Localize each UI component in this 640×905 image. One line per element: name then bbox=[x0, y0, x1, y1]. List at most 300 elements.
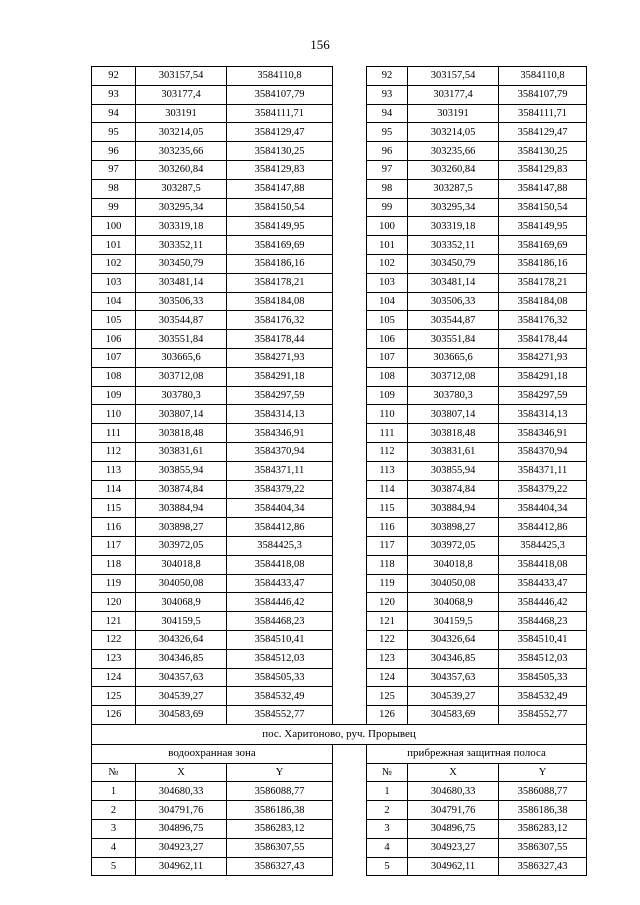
row-number: 112 bbox=[92, 442, 136, 461]
table-row bbox=[92, 782, 587, 801]
x-coordinate: 303260,84 bbox=[136, 160, 227, 179]
row-number: 103 bbox=[367, 273, 408, 292]
y-coordinate: 3584418,08 bbox=[227, 555, 333, 574]
table-row bbox=[92, 536, 587, 555]
x-coordinate: 303551,84 bbox=[408, 330, 499, 349]
x-coordinate: 303874,84 bbox=[408, 480, 499, 499]
x-coordinate: 303780,3 bbox=[136, 386, 227, 405]
y-coordinate: 3584184,08 bbox=[227, 292, 333, 311]
x-coordinate: 303712,08 bbox=[136, 367, 227, 386]
column-gap bbox=[333, 217, 367, 236]
x-coordinate: 304326,64 bbox=[408, 630, 499, 649]
x-coordinate: 303551,84 bbox=[136, 330, 227, 349]
x-coordinate: 303712,08 bbox=[408, 367, 499, 386]
x-coordinate: 304680,33 bbox=[136, 782, 227, 801]
x-coordinate: 303665,6 bbox=[136, 348, 227, 367]
table-row bbox=[92, 857, 587, 876]
table-row bbox=[92, 142, 587, 161]
x-coordinate: 304050,08 bbox=[136, 574, 227, 593]
table-row bbox=[92, 649, 587, 668]
x-coordinate: 303260,84 bbox=[408, 160, 499, 179]
y-coordinate: 3584468,23 bbox=[499, 612, 587, 631]
row-number: 109 bbox=[367, 386, 408, 405]
table-row bbox=[92, 480, 587, 499]
x-coordinate: 304962,11 bbox=[408, 857, 499, 876]
row-number: 120 bbox=[92, 593, 136, 612]
x-coordinate: 303884,94 bbox=[136, 499, 227, 518]
table-row bbox=[92, 630, 587, 649]
row-number: 1 bbox=[92, 782, 136, 801]
y-coordinate: 3584178,44 bbox=[499, 330, 587, 349]
row-number: 105 bbox=[92, 311, 136, 330]
row-number: 122 bbox=[367, 630, 408, 649]
y-coordinate: 3584149,95 bbox=[499, 217, 587, 236]
y-coordinate: 3584314,13 bbox=[227, 405, 333, 424]
column-gap bbox=[333, 593, 367, 612]
row-number: 95 bbox=[92, 123, 136, 142]
x-coordinate: 304583,69 bbox=[136, 706, 227, 725]
x-coordinate: 303177,4 bbox=[136, 85, 227, 104]
row-number: 116 bbox=[92, 518, 136, 537]
y-coordinate: 3586327,43 bbox=[227, 857, 333, 876]
column-gap bbox=[333, 348, 367, 367]
row-number: 110 bbox=[367, 405, 408, 424]
row-number: 94 bbox=[92, 104, 136, 123]
coordinates-table bbox=[91, 66, 587, 876]
table-row bbox=[92, 330, 587, 349]
row-number: 106 bbox=[367, 330, 408, 349]
x-coordinate: 304923,27 bbox=[136, 838, 227, 857]
y-coordinate: 3584297,59 bbox=[499, 386, 587, 405]
x-coordinate: 303481,14 bbox=[136, 273, 227, 292]
y-coordinate: 3584532,49 bbox=[499, 687, 587, 706]
y-coordinate: 3584111,71 bbox=[499, 104, 587, 123]
y-coordinate: 3584433,47 bbox=[227, 574, 333, 593]
x-coordinate: 303855,94 bbox=[408, 461, 499, 480]
x-coordinate: 303235,66 bbox=[136, 142, 227, 161]
y-coordinate: 3584147,88 bbox=[499, 179, 587, 198]
y-coordinate: 3584412,86 bbox=[499, 518, 587, 537]
x-coordinate: 304326,64 bbox=[136, 630, 227, 649]
y-coordinate: 3584150,54 bbox=[227, 198, 333, 217]
header-number: № bbox=[367, 763, 408, 782]
column-gap bbox=[333, 782, 367, 801]
column-gap bbox=[333, 386, 367, 405]
column-gap bbox=[333, 330, 367, 349]
y-coordinate: 3584371,11 bbox=[499, 461, 587, 480]
table-row bbox=[92, 706, 587, 725]
column-gap bbox=[333, 254, 367, 273]
row-number: 100 bbox=[92, 217, 136, 236]
row-number: 100 bbox=[367, 217, 408, 236]
x-coordinate: 303780,3 bbox=[408, 386, 499, 405]
y-coordinate: 3586327,43 bbox=[499, 857, 587, 876]
x-coordinate: 304539,27 bbox=[136, 687, 227, 706]
y-coordinate: 3586186,38 bbox=[227, 801, 333, 820]
header-number: № bbox=[92, 763, 136, 782]
column-gap bbox=[333, 367, 367, 386]
x-coordinate: 304068,9 bbox=[136, 593, 227, 612]
row-number: 99 bbox=[92, 198, 136, 217]
y-coordinate: 3584291,18 bbox=[227, 367, 333, 386]
column-gap bbox=[333, 706, 367, 725]
row-number: 116 bbox=[367, 518, 408, 537]
table-row bbox=[92, 386, 587, 405]
column-header-row bbox=[92, 763, 587, 782]
row-number: 98 bbox=[367, 179, 408, 198]
row-number: 102 bbox=[367, 254, 408, 273]
row-number: 115 bbox=[92, 499, 136, 518]
column-gap bbox=[333, 273, 367, 292]
column-gap bbox=[333, 574, 367, 593]
row-number: 125 bbox=[92, 687, 136, 706]
x-coordinate: 303450,79 bbox=[136, 254, 227, 273]
column-gap bbox=[333, 85, 367, 104]
coastal-strip-header: прибрежная защитная полоса bbox=[367, 744, 587, 763]
table-row bbox=[92, 123, 587, 142]
column-gap bbox=[333, 405, 367, 424]
row-number: 106 bbox=[92, 330, 136, 349]
y-coordinate: 3584107,79 bbox=[227, 85, 333, 104]
y-coordinate: 3584111,71 bbox=[227, 104, 333, 123]
column-gap bbox=[333, 518, 367, 537]
x-coordinate: 303972,05 bbox=[408, 536, 499, 555]
column-gap bbox=[333, 744, 367, 763]
x-coordinate: 303972,05 bbox=[136, 536, 227, 555]
x-coordinate: 304539,27 bbox=[408, 687, 499, 706]
y-coordinate: 3584129,47 bbox=[499, 123, 587, 142]
y-coordinate: 3584129,83 bbox=[499, 160, 587, 179]
table-row bbox=[92, 160, 587, 179]
table-row bbox=[92, 687, 587, 706]
column-gap bbox=[333, 630, 367, 649]
y-coordinate: 3586307,55 bbox=[227, 838, 333, 857]
x-coordinate: 304896,75 bbox=[136, 820, 227, 839]
y-coordinate: 3584150,54 bbox=[499, 198, 587, 217]
table-row bbox=[92, 367, 587, 386]
y-coordinate: 3584297,59 bbox=[227, 386, 333, 405]
y-coordinate: 3584510,41 bbox=[499, 630, 587, 649]
zone-header-row bbox=[92, 744, 587, 763]
x-coordinate: 303831,61 bbox=[408, 442, 499, 461]
row-number: 123 bbox=[92, 649, 136, 668]
table-row bbox=[92, 442, 587, 461]
table-row bbox=[92, 236, 587, 255]
x-coordinate: 303855,94 bbox=[136, 461, 227, 480]
row-number: 107 bbox=[92, 348, 136, 367]
row-number: 118 bbox=[92, 555, 136, 574]
table-row bbox=[92, 405, 587, 424]
x-coordinate: 303191 bbox=[136, 104, 227, 123]
y-coordinate: 3584176,32 bbox=[227, 311, 333, 330]
table-row bbox=[92, 555, 587, 574]
column-gap bbox=[333, 480, 367, 499]
x-coordinate: 304018,8 bbox=[408, 555, 499, 574]
row-number: 118 bbox=[367, 555, 408, 574]
y-coordinate: 3584169,69 bbox=[227, 236, 333, 255]
row-number: 101 bbox=[92, 236, 136, 255]
column-gap bbox=[333, 67, 367, 86]
y-coordinate: 3584446,42 bbox=[499, 593, 587, 612]
table-row bbox=[92, 198, 587, 217]
column-gap bbox=[333, 499, 367, 518]
row-number: 112 bbox=[367, 442, 408, 461]
row-number: 114 bbox=[92, 480, 136, 499]
row-number: 107 bbox=[367, 348, 408, 367]
row-number: 111 bbox=[367, 424, 408, 443]
row-number: 97 bbox=[92, 160, 136, 179]
x-coordinate: 304680,33 bbox=[408, 782, 499, 801]
row-number: 111 bbox=[92, 424, 136, 443]
x-coordinate: 303177,4 bbox=[408, 85, 499, 104]
x-coordinate: 304357,63 bbox=[408, 668, 499, 687]
table-row bbox=[92, 820, 587, 839]
page-number: 156 bbox=[310, 37, 330, 52]
y-coordinate: 3584271,93 bbox=[499, 348, 587, 367]
y-coordinate: 3584412,86 bbox=[227, 518, 333, 537]
y-coordinate: 3584186,16 bbox=[227, 254, 333, 273]
table-row bbox=[92, 85, 587, 104]
y-coordinate: 3584404,34 bbox=[227, 499, 333, 518]
column-gap bbox=[333, 801, 367, 820]
x-coordinate: 303898,27 bbox=[408, 518, 499, 537]
header-y: Y bbox=[499, 763, 587, 782]
x-coordinate: 304159,5 bbox=[136, 612, 227, 631]
y-coordinate: 3584346,91 bbox=[227, 424, 333, 443]
x-coordinate: 303807,14 bbox=[136, 405, 227, 424]
y-coordinate: 3584552,77 bbox=[499, 706, 587, 725]
row-number: 93 bbox=[92, 85, 136, 104]
column-gap bbox=[333, 555, 367, 574]
y-coordinate: 3584186,16 bbox=[499, 254, 587, 273]
row-number: 104 bbox=[367, 292, 408, 311]
column-gap bbox=[333, 838, 367, 857]
column-gap bbox=[333, 649, 367, 668]
y-coordinate: 3584404,34 bbox=[499, 499, 587, 518]
table-row bbox=[92, 217, 587, 236]
row-number: 124 bbox=[92, 668, 136, 687]
x-coordinate: 304357,63 bbox=[136, 668, 227, 687]
row-number: 121 bbox=[92, 612, 136, 631]
row-number: 125 bbox=[367, 687, 408, 706]
row-number: 120 bbox=[367, 593, 408, 612]
y-coordinate: 3586088,77 bbox=[499, 782, 587, 801]
row-number: 102 bbox=[92, 254, 136, 273]
y-coordinate: 3584379,22 bbox=[227, 480, 333, 499]
y-coordinate: 3584107,79 bbox=[499, 85, 587, 104]
column-gap bbox=[333, 236, 367, 255]
table-row bbox=[92, 461, 587, 480]
x-coordinate: 303214,05 bbox=[136, 123, 227, 142]
x-coordinate: 304018,8 bbox=[136, 555, 227, 574]
row-number: 119 bbox=[367, 574, 408, 593]
x-coordinate: 303807,14 bbox=[408, 405, 499, 424]
row-number: 126 bbox=[92, 706, 136, 725]
header-y: Y bbox=[227, 763, 333, 782]
row-number: 117 bbox=[367, 536, 408, 555]
x-coordinate: 304791,76 bbox=[136, 801, 227, 820]
x-coordinate: 303157,54 bbox=[408, 67, 499, 86]
x-coordinate: 304791,76 bbox=[408, 801, 499, 820]
table-row bbox=[92, 292, 587, 311]
row-number: 3 bbox=[92, 820, 136, 839]
x-coordinate: 303544,87 bbox=[408, 311, 499, 330]
water-protection-zone-header: водоохранная зона bbox=[92, 744, 333, 763]
y-coordinate: 3584110,8 bbox=[227, 67, 333, 86]
column-gap bbox=[333, 104, 367, 123]
x-coordinate: 304346,85 bbox=[136, 649, 227, 668]
y-coordinate: 3584433,47 bbox=[499, 574, 587, 593]
x-coordinate: 303352,11 bbox=[136, 236, 227, 255]
y-coordinate: 3584552,77 bbox=[227, 706, 333, 725]
column-gap bbox=[333, 123, 367, 142]
y-coordinate: 3584532,49 bbox=[227, 687, 333, 706]
y-coordinate: 3584314,13 bbox=[499, 405, 587, 424]
x-coordinate: 303295,34 bbox=[408, 198, 499, 217]
y-coordinate: 3584510,41 bbox=[227, 630, 333, 649]
x-coordinate: 303287,5 bbox=[136, 179, 227, 198]
x-coordinate: 303481,14 bbox=[408, 273, 499, 292]
table-row bbox=[92, 499, 587, 518]
x-coordinate: 303884,94 bbox=[408, 499, 499, 518]
x-coordinate: 303506,33 bbox=[136, 292, 227, 311]
row-number: 97 bbox=[367, 160, 408, 179]
y-coordinate: 3584178,44 bbox=[227, 330, 333, 349]
x-coordinate: 303506,33 bbox=[408, 292, 499, 311]
table-row bbox=[92, 518, 587, 537]
row-number: 124 bbox=[367, 668, 408, 687]
table-row bbox=[92, 179, 587, 198]
y-coordinate: 3584446,42 bbox=[227, 593, 333, 612]
y-coordinate: 3584371,11 bbox=[227, 461, 333, 480]
row-number: 121 bbox=[367, 612, 408, 631]
table-row bbox=[92, 67, 587, 86]
column-gap bbox=[333, 311, 367, 330]
x-coordinate: 303287,5 bbox=[408, 179, 499, 198]
x-coordinate: 304896,75 bbox=[408, 820, 499, 839]
column-gap bbox=[333, 424, 367, 443]
column-gap bbox=[333, 820, 367, 839]
row-number: 4 bbox=[92, 838, 136, 857]
row-number: 99 bbox=[367, 198, 408, 217]
column-gap bbox=[333, 292, 367, 311]
column-gap bbox=[333, 142, 367, 161]
x-coordinate: 303295,34 bbox=[136, 198, 227, 217]
column-gap bbox=[333, 179, 367, 198]
header-x: X bbox=[408, 763, 499, 782]
x-coordinate: 304962,11 bbox=[136, 857, 227, 876]
x-coordinate: 303352,11 bbox=[408, 236, 499, 255]
x-coordinate: 303818,48 bbox=[408, 424, 499, 443]
y-coordinate: 3584129,47 bbox=[227, 123, 333, 142]
y-coordinate: 3584370,94 bbox=[499, 442, 587, 461]
row-number: 103 bbox=[92, 273, 136, 292]
column-gap bbox=[333, 857, 367, 876]
column-gap bbox=[333, 160, 367, 179]
y-coordinate: 3584184,08 bbox=[499, 292, 587, 311]
column-gap bbox=[333, 536, 367, 555]
x-coordinate: 304583,69 bbox=[408, 706, 499, 725]
table-row bbox=[92, 838, 587, 857]
y-coordinate: 3584147,88 bbox=[227, 179, 333, 198]
row-number: 3 bbox=[367, 820, 408, 839]
row-number: 119 bbox=[92, 574, 136, 593]
row-number: 123 bbox=[367, 649, 408, 668]
row-number: 104 bbox=[92, 292, 136, 311]
row-number: 114 bbox=[367, 480, 408, 499]
row-number: 2 bbox=[367, 801, 408, 820]
x-coordinate: 303898,27 bbox=[136, 518, 227, 537]
x-coordinate: 303319,18 bbox=[408, 217, 499, 236]
header-x: X bbox=[136, 763, 227, 782]
row-number: 126 bbox=[367, 706, 408, 725]
y-coordinate: 3584379,22 bbox=[499, 480, 587, 499]
table-row bbox=[92, 348, 587, 367]
table-row bbox=[92, 574, 587, 593]
row-number: 101 bbox=[367, 236, 408, 255]
y-coordinate: 3584291,18 bbox=[499, 367, 587, 386]
table-row bbox=[92, 801, 587, 820]
y-coordinate: 3584130,25 bbox=[227, 142, 333, 161]
y-coordinate: 3586307,55 bbox=[499, 838, 587, 857]
y-coordinate: 3584129,83 bbox=[227, 160, 333, 179]
row-number: 96 bbox=[92, 142, 136, 161]
row-number: 92 bbox=[367, 67, 408, 86]
y-coordinate: 3584370,94 bbox=[227, 442, 333, 461]
y-coordinate: 3584468,23 bbox=[227, 612, 333, 631]
y-coordinate: 3584512,03 bbox=[227, 649, 333, 668]
x-coordinate: 303665,6 bbox=[408, 348, 499, 367]
section-title: пос. Харитоново, руч. Прорывец bbox=[92, 724, 587, 744]
x-coordinate: 303544,87 bbox=[136, 311, 227, 330]
x-coordinate: 303191 bbox=[408, 104, 499, 123]
row-number: 4 bbox=[367, 838, 408, 857]
table-row bbox=[92, 273, 587, 292]
row-number: 94 bbox=[367, 104, 408, 123]
y-coordinate: 3586088,77 bbox=[227, 782, 333, 801]
section-body bbox=[92, 724, 587, 876]
row-number: 117 bbox=[92, 536, 136, 555]
row-number: 95 bbox=[367, 123, 408, 142]
column-gap bbox=[333, 668, 367, 687]
y-coordinate: 3586283,12 bbox=[499, 820, 587, 839]
row-number: 1 bbox=[367, 782, 408, 801]
x-coordinate: 304050,08 bbox=[408, 574, 499, 593]
y-coordinate: 3584505,33 bbox=[499, 668, 587, 687]
y-coordinate: 3584178,21 bbox=[499, 273, 587, 292]
y-coordinate: 3584110,8 bbox=[499, 67, 587, 86]
x-coordinate: 304159,5 bbox=[408, 612, 499, 631]
y-coordinate: 3584176,32 bbox=[499, 311, 587, 330]
row-number: 113 bbox=[92, 461, 136, 480]
column-gap bbox=[333, 198, 367, 217]
y-coordinate: 3584346,91 bbox=[499, 424, 587, 443]
y-coordinate: 3584425,3 bbox=[227, 536, 333, 555]
row-number: 108 bbox=[92, 367, 136, 386]
column-gap bbox=[333, 612, 367, 631]
column-gap bbox=[333, 461, 367, 480]
row-number: 109 bbox=[92, 386, 136, 405]
x-coordinate: 303450,79 bbox=[408, 254, 499, 273]
row-number: 122 bbox=[92, 630, 136, 649]
column-gap bbox=[333, 687, 367, 706]
column-gap bbox=[333, 442, 367, 461]
row-number: 108 bbox=[367, 367, 408, 386]
x-coordinate: 304068,9 bbox=[408, 593, 499, 612]
x-coordinate: 304346,85 bbox=[408, 649, 499, 668]
row-number: 92 bbox=[92, 67, 136, 86]
y-coordinate: 3584178,21 bbox=[227, 273, 333, 292]
